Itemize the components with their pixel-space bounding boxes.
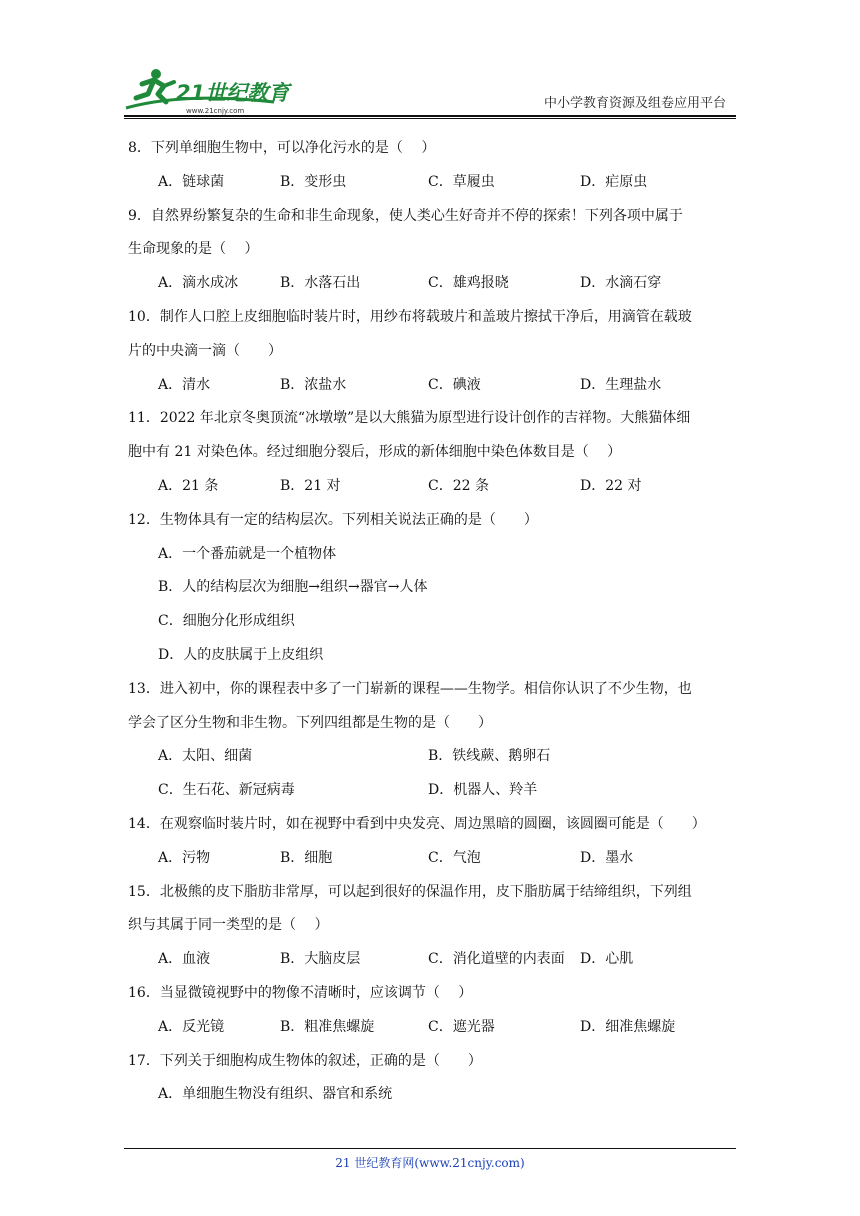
answer-option: C．生石花、新冠病毒 bbox=[158, 782, 295, 799]
question-stem: 学会了区分生物和非生物。下列四组都是生物的是（ ） bbox=[128, 714, 492, 731]
answer-option: A．血液 bbox=[158, 951, 211, 968]
svg-text:21世纪教育: 21世纪教育 bbox=[176, 81, 290, 105]
question-stem: 11．2022 年北京冬奥顶流“冰墩墩”是以大熊猫为原型进行设计创作的吉祥物。大熊猫体细 bbox=[128, 410, 691, 427]
answer-option: C．草履虫 bbox=[428, 173, 495, 190]
answer-option: C．遮光器 bbox=[428, 1018, 495, 1035]
footer-divider bbox=[124, 1148, 736, 1149]
answer-option: B．铁线蕨、鹅卵石 bbox=[428, 748, 551, 765]
question-stem: 生命现象的是（ ） bbox=[128, 241, 259, 258]
answer-option: B．人的结构层次为细胞→组织→器官→人体 bbox=[158, 579, 428, 596]
answer-option: D．机器人、羚羊 bbox=[428, 782, 538, 799]
question-stem: 织与其属于同一类型的是（ ） bbox=[128, 917, 329, 934]
site-logo bbox=[124, 62, 294, 116]
answer-option: D．墨水 bbox=[580, 849, 634, 866]
answer-option: D．生理盐水 bbox=[580, 376, 662, 393]
question-stem: 8．下列单细胞生物中，可以净化污水的是（ ） bbox=[128, 140, 436, 156]
answer-option: B．大脑皮层 bbox=[280, 951, 361, 968]
answer-option: A．一个番茄就是一个植物体 bbox=[158, 545, 337, 562]
svg-text:www.21cnjy.com: www.21cnjy.com bbox=[186, 107, 245, 115]
question-stem: 16．当显微镜视野中的物像不清晰时，应该调节（ ） bbox=[128, 985, 473, 1001]
answer-option: A．清水 bbox=[158, 376, 211, 393]
answer-option: C．碘液 bbox=[428, 376, 481, 393]
question-stem: 片的中央滴一滴（ ） bbox=[128, 342, 282, 359]
page-header bbox=[0, 0, 860, 118]
question-stem: 9．自然界纷繁复杂的生命和非生命现象，使人类心生好奇并不停的探索！下列各项中属于 bbox=[128, 207, 683, 224]
question-stem: 14．在观察临时装片时，如在视野中看到中央发亮、周边黑暗的圆圈，该圆圈可能是（ ） bbox=[128, 816, 706, 832]
answer-option: D．心肌 bbox=[580, 951, 634, 968]
footer-text: 21 世纪教育网(www.21cnjy.com) bbox=[335, 1156, 525, 1170]
answer-option: D．人的皮肤属于上皮组织 bbox=[158, 647, 324, 663]
answer-option: B．浓盐水 bbox=[280, 376, 347, 393]
answer-option: C．22 条 bbox=[428, 478, 489, 494]
answer-option: A．单细胞生物没有组织、器官和系统 bbox=[158, 1086, 393, 1103]
header-divider-thin bbox=[124, 118, 736, 119]
answer-option: D．细准焦螺旋 bbox=[580, 1018, 676, 1035]
question-stem: 12．生物体具有一定的结构层次。下列相关说法正确的是（ ） bbox=[128, 511, 538, 528]
header-platform-text: 中小学教育资源及组卷应用平台 bbox=[543, 96, 726, 111]
answer-option: C．细胞分化形成组织 bbox=[158, 613, 295, 630]
answer-option: D．水滴石穿 bbox=[580, 275, 662, 292]
answer-option: C．消化道壁的内表面 bbox=[428, 951, 565, 968]
question-stem: 15．北极熊的皮下脂肪非常厚，可以起到很好的保温作用，皮下脂肪属于结缔组织，下列组 bbox=[128, 883, 692, 900]
question-stem: 10．制作人口腔上皮细胞临时装片时，用纱布将载玻片和盖玻片擦拭干净后，用滴管在载玻 bbox=[128, 309, 692, 325]
answer-option: A．链球菌 bbox=[158, 173, 225, 190]
header-divider bbox=[124, 115, 736, 117]
answer-option: A．太阳、细菌 bbox=[158, 748, 253, 765]
answer-option: A．21 条 bbox=[158, 478, 219, 494]
answer-option: A．污物 bbox=[158, 849, 211, 866]
question-stem: 17．下列关于细胞构成生物体的叙述，正确的是（ ） bbox=[128, 1052, 482, 1069]
question-stem: 胞中有 21 对染色体。经过细胞分裂后，形成的新体细胞中染色体数目是（ ） bbox=[128, 444, 622, 461]
answer-option: D．疟原虫 bbox=[580, 173, 648, 190]
answer-option: C．雄鸡报晓 bbox=[428, 275, 509, 292]
answer-option: B．21 对 bbox=[280, 478, 341, 494]
answer-option: B．粗准焦螺旋 bbox=[280, 1018, 375, 1035]
answer-option: A．反光镜 bbox=[158, 1018, 225, 1035]
answer-option: D．22 对 bbox=[580, 478, 642, 494]
question-stem: 13．进入初中，你的课程表中多了一门崭新的课程——生物学。相信你认识了不少生物，也 bbox=[128, 680, 692, 697]
answer-option: B．变形虫 bbox=[280, 173, 347, 190]
answer-option: A．滴水成冰 bbox=[158, 275, 239, 292]
answer-option: C．气泡 bbox=[428, 849, 481, 866]
answer-option: B．水落石出 bbox=[280, 275, 361, 292]
answer-option: B．细胞 bbox=[280, 849, 333, 866]
